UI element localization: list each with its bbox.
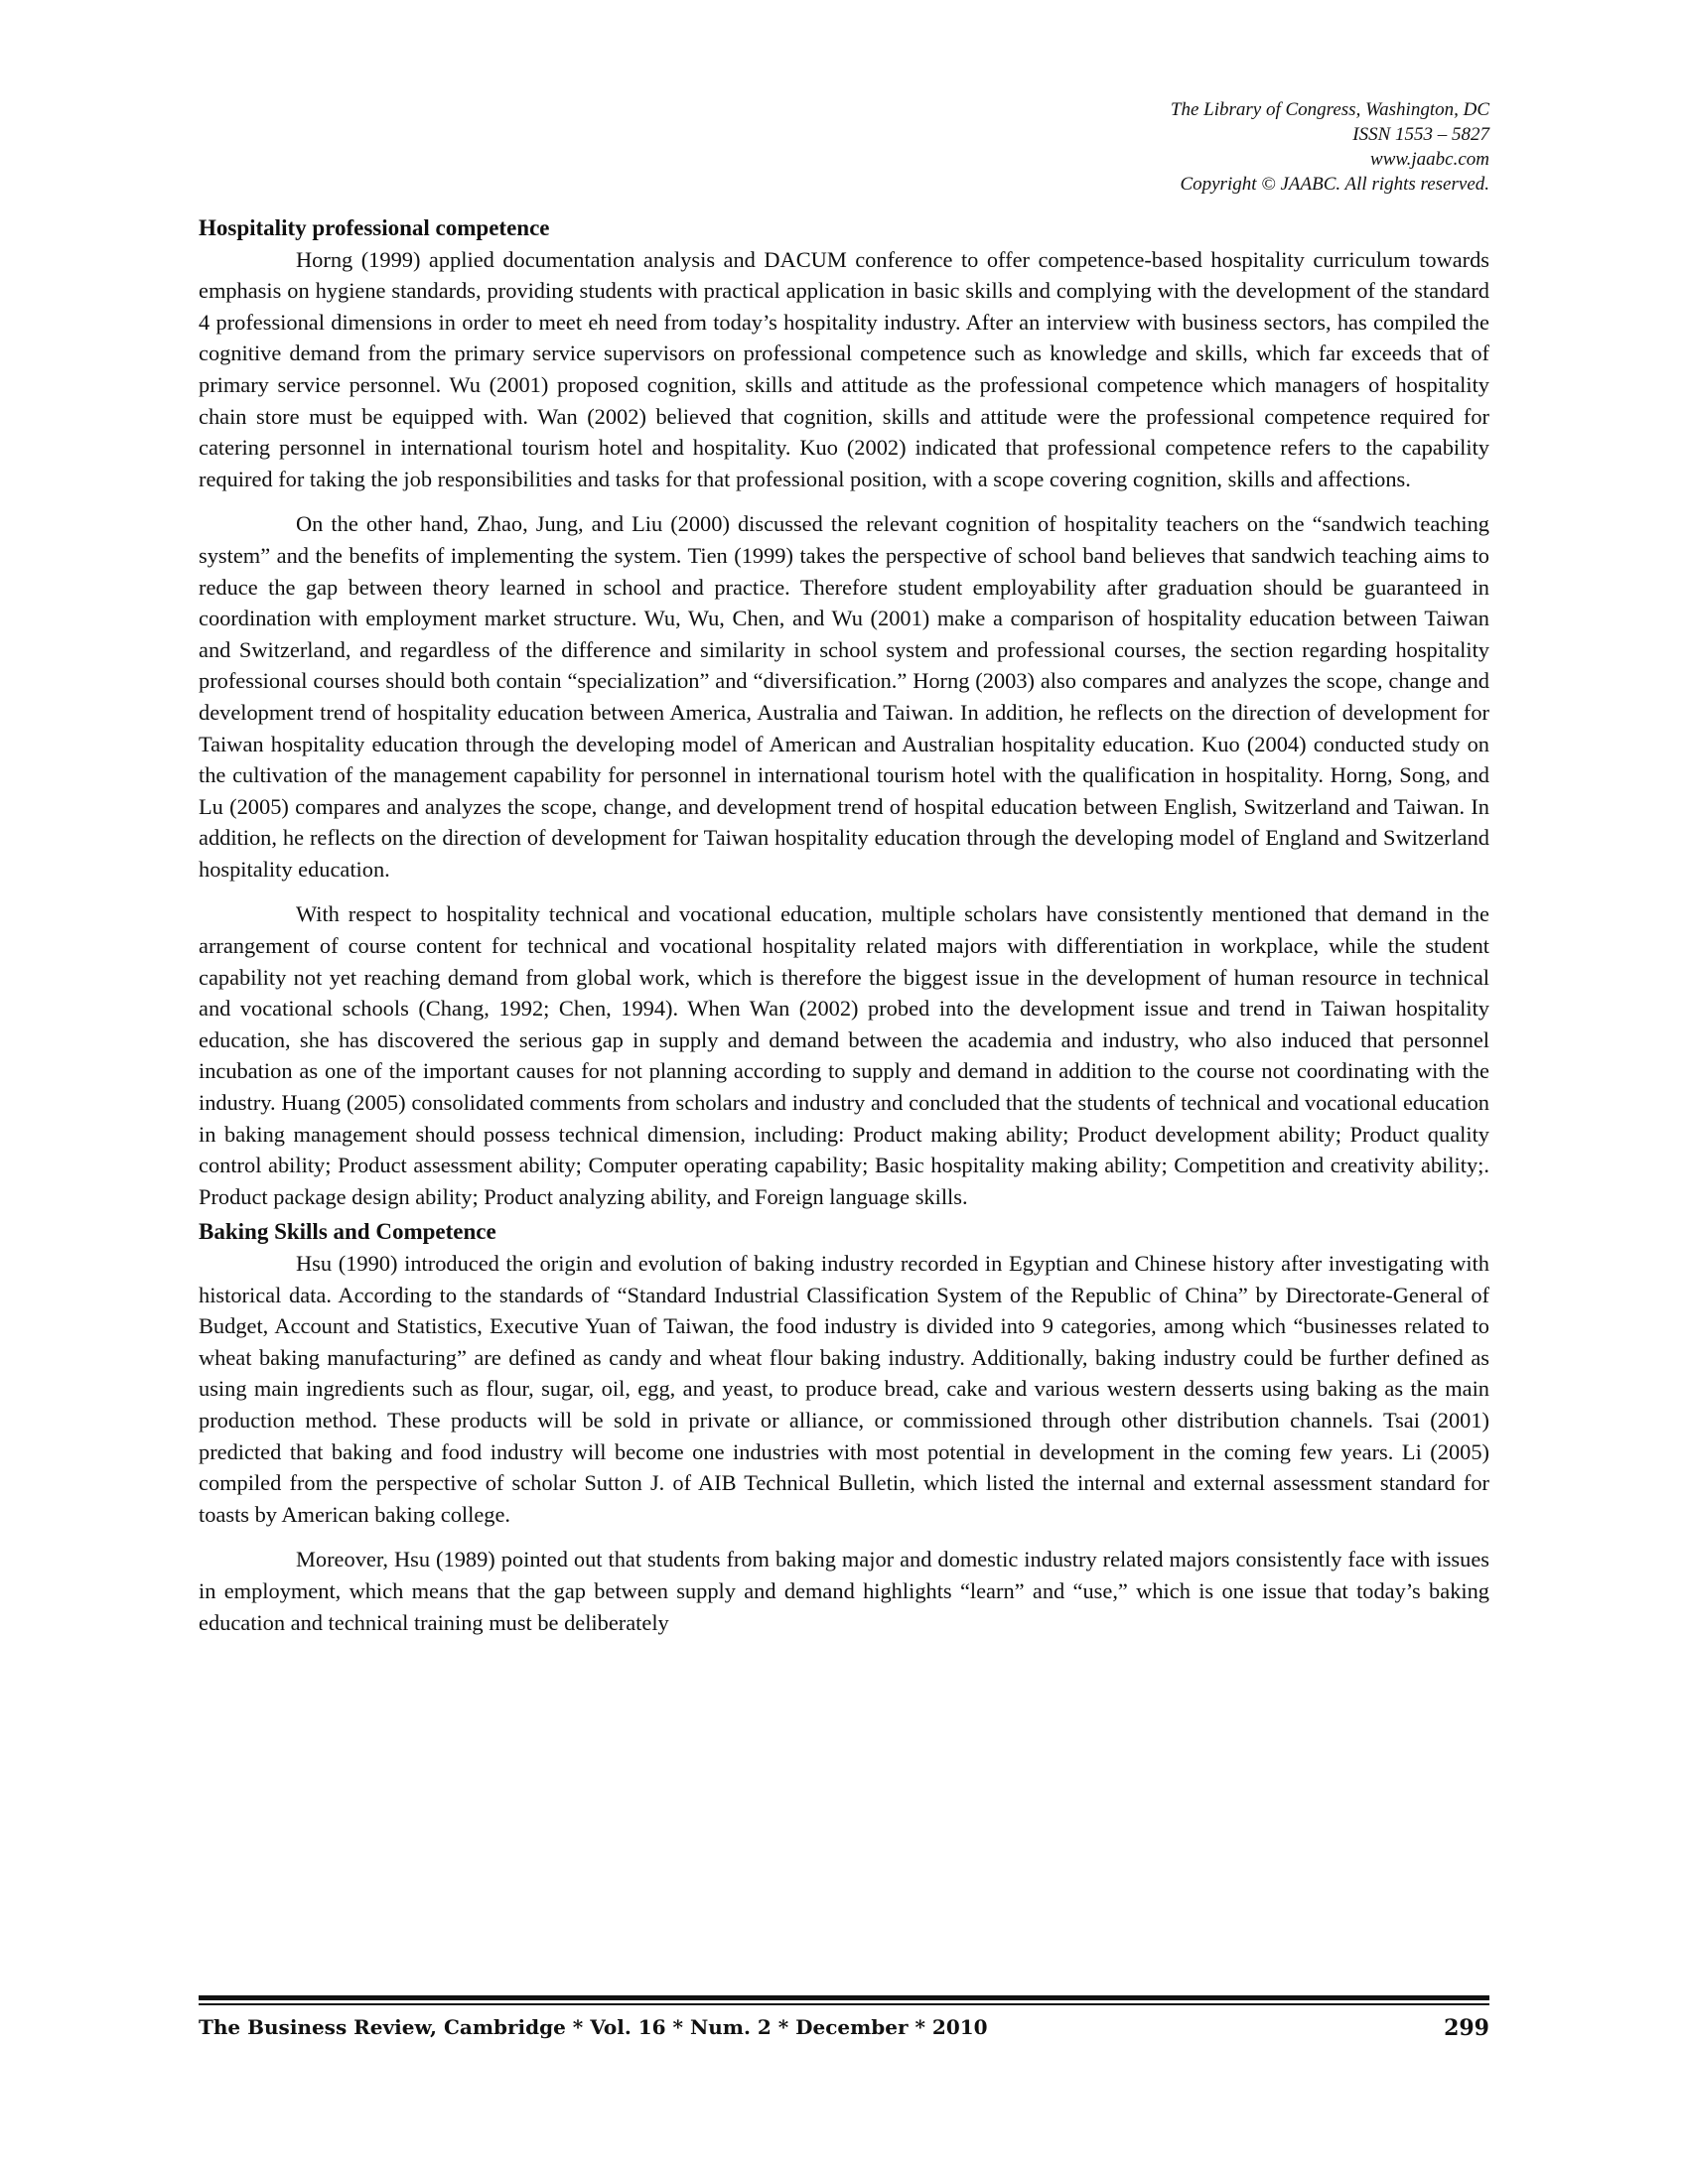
header-line-website: www.jaabc.com <box>1370 149 1489 170</box>
paragraph-4: Hsu (1990) introduced the origin and evolution of baking industry recorded in Egyptian and Chinese history after investigating with historical data. According to the standards of “Standard Industrial Classification System of the Republic of China” by Directorate-General of Budget, Account and Statistics, Executive Yuan of Taiwan, the food industry is divided into 9 categories, among which “businesses related to wheat baking manufacturing” are defined as candy and wheat flour baking industry. Additionally, baking industry could be further defined as using main ingredients such as flour, sugar, oil, egg, and yeast, to produce bread, cake and various western desserts using baking as the main production method. These products will be sold in private or alliance, or commissioned through other distribution channels. Tsai (2001) predicted that baking and food industry will become one industries with most potential in development in the coming few years. Li (2005) compiled from the perspective of scholar Sutton J. of AIB Technical Bulletin, which listed the internal and external assessment standard for toasts by American baking college. <box>199 1251 1489 1527</box>
footer-divider-thick <box>199 1995 1489 2000</box>
journal-header <box>794 97 1489 197</box>
paragraph-2: On the other hand, Zhao, Jung, and Liu (2000) discussed the relevant cognition of hospitality teachers on the “sandwich teaching system” and the benefits of implementing the system. Tien (1999) takes the perspective of school band believes that sandwich teaching aims to reduce the gap between theory learned in school and practice. Therefore student employability after graduation should be guaranteed in coordination with employment market structure. Wu, Wu, Chen, and Wu (2001) make a comparison of hospitality education between Taiwan and Switzerland, and regardless of the difference and similarity in school system and professional courses, the section regarding hospitality professional courses should both contain “specialization” and “diversification.” Horng (2003) also compares and analyzes the scope, change and development trend of hospitality education between America, Australia and Taiwan. In addition, he reflects on the direction of development for Taiwan hospitality education through the developing model of American and Australian hospitality education. Kuo (2004) conducted study on the cultivation of the management capability for personnel in international tourism hotel with the qualification in hospitality. Horng, Song, and Lu (2005) compares and analyzes the scope, change, and development trend of hospital education between English, Switzerland and Taiwan. In addition, he reflects on the direction of development for Taiwan hospitality education through the developing model of England and Switzerland hospitality education. <box>199 511 1489 882</box>
footer-divider-thin <box>199 2003 1489 2005</box>
paragraph-3: With respect to hospitality technical and vocational education, multiple scholars have consistently mentioned that demand in the arrangement of course content for technical and vocational hospitality related majors with differentiation in workplace, while the student capability not yet reaching demand from global work, which is therefore the biggest issue in the development of human resource in technical and vocational schools (Chang, 1992; Chen, 1994). When Wan (2002) probed into the development issue and trend in Taiwan hospitality education, she has discovered the serious gap in supply and demand between the academia and industry, who also induced that personnel incubation as one of the important causes for not planning according to supply and demand in addition to the course not coordinating with the industry. Huang (2005) consolidated comments from scholars and industry and concluded that the students of technical and vocational education in baking management should possess technical dimension, including: Product making ability; Product development ability; Product quality control ability; Product assessment ability; Computer operating capability; Basic hospitality making ability; Competition and creativity ability;. Product package design ability; Product analyzing ability, and Foreign language skills. <box>199 901 1489 1209</box>
article-body <box>199 212 1489 1638</box>
header-line-issn: ISSN 1553 – 5827 <box>1352 124 1489 145</box>
page-number: 299 <box>1444 2015 1489 2041</box>
header-line-copyright: Copyright © JAABC. All rights reserved. <box>1180 174 1489 195</box>
header-line-library: The Library of Congress, Washington, DC <box>1170 99 1489 120</box>
paragraph-1: Horng (1999) applied documentation analysis and DACUM conference to offer competence-based hospitality curriculum towards emphasis on hygiene standards, providing students with practical application in basic skills and complying with the development of the standard 4 professional dimensions in order to meet eh need from today’s hospitality industry. After an interview with business sectors, has compiled the cognitive demand from the primary service supervisors on professional competence such as knowledge and skills, which far exceeds that of primary service personnel. Wu (2001) proposed cognition, skills and attitude as the professional competence which managers of hospitality chain store must be equipped with. Wan (2002) believed that cognition, skills and attitude were the professional competence required for catering personnel in international tourism hotel and hospitality. Kuo (2002) indicated that professional competence refers to the capability required for taking the job responsibilities and tasks for that professional position, with a scope covering cognition, skills and affections. <box>199 246 1489 491</box>
paragraph-5: Moreover, Hsu (1989) pointed out that students from baking major and domestic industry related majors consistently face with issues in employment, which means that the gap between supply and demand highlights “learn” and “use,” which is one issue that today’s baking education and technical training must be deliberately <box>199 1547 1489 1635</box>
section-heading-hospitality: Hospitality professional competence <box>199 215 550 240</box>
section-heading-baking: Baking Skills and Competence <box>199 1219 496 1245</box>
footer-journal-citation: The Business Review, Cambridge * Vol. 16 * Num. 2 * December * 2010 <box>199 2015 988 2039</box>
